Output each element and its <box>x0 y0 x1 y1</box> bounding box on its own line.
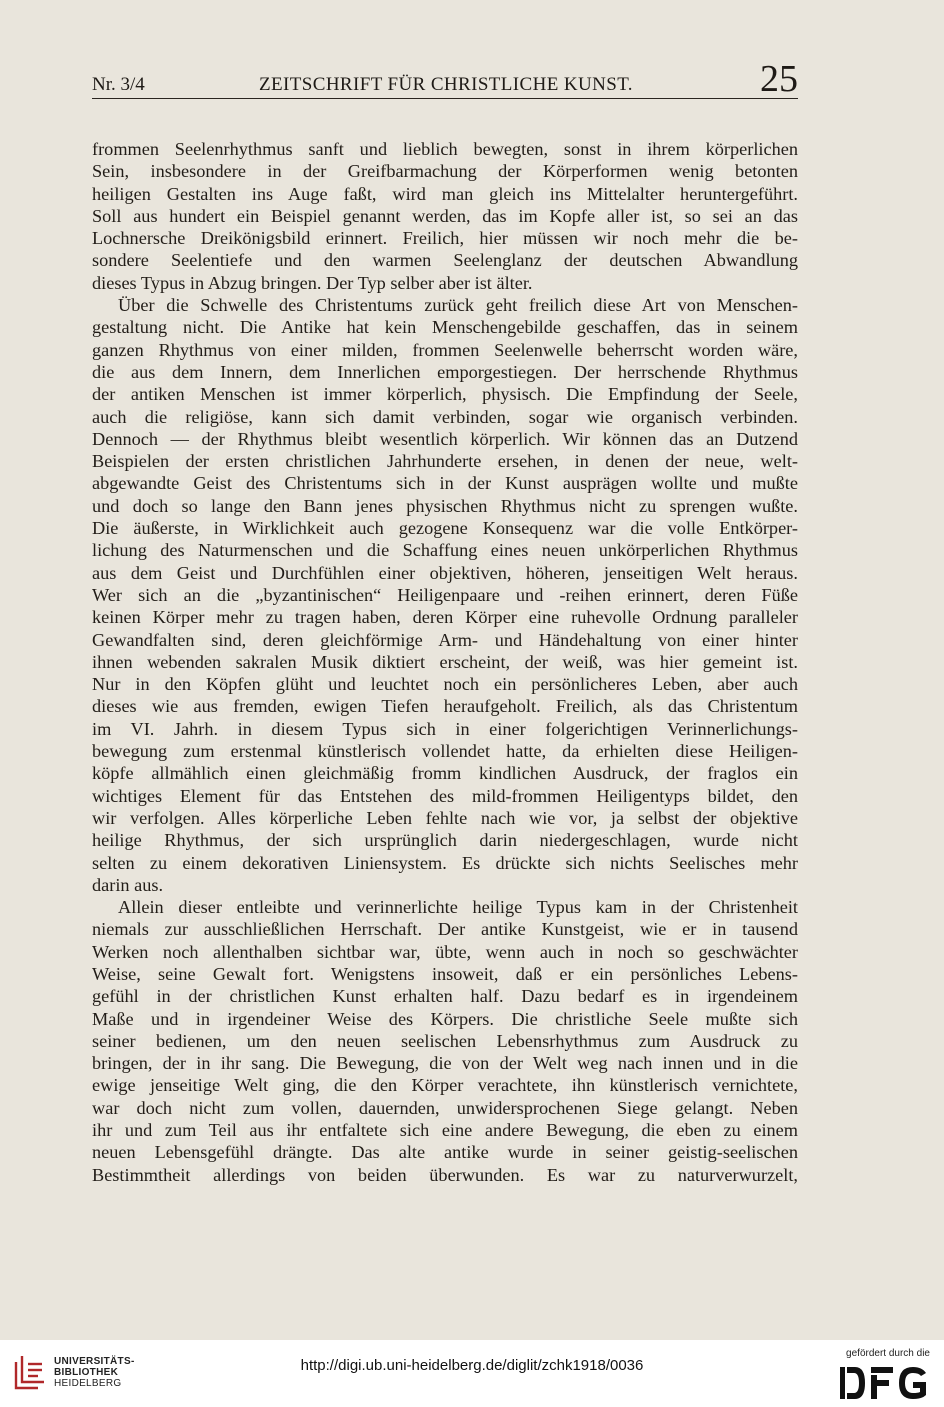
dfg-logo-icon <box>838 1363 930 1403</box>
text-line: ihnen webenden sakralen Musik diktiert erscheint, der weiß, was hier gemeint ist. <box>92 651 798 672</box>
text-line: darin aus. <box>92 874 164 895</box>
text-line: aus dem Geist und Durchfühlen einer objektiven, höheren, jenseitigen Welt heraus. <box>92 562 798 583</box>
journal-title: ZEITSCHRIFT FÜR CHRISTLICHE KUNST. <box>259 74 633 95</box>
text-line: ihr und zum Teil aus ihr entfaltete sich eine andere Bewegung, die eben zu einem <box>92 1120 798 1141</box>
text-line: war doch nicht zum vollen, dauernden, unwidersprochenen Siege gelangt. Neben <box>92 1097 798 1118</box>
library-name-line: BIBLIOTHEK <box>54 1367 119 1378</box>
text-line: gestaltung nicht. Die Antike hat kein Menschengebilde geschaffen, das in seinem <box>92 317 798 338</box>
text-line: die aus dem Innern, dem Innerlichen emporgestiegen. Der herrschende Rhythmus <box>92 361 798 382</box>
page-number: 25 <box>760 58 798 100</box>
library-name-line: UNIVERSITÄTS- <box>54 1356 135 1367</box>
text-line: Nur in den Köpfen glüht und leuchtet noch ein persönlicheres Leben, aber auch <box>92 674 798 695</box>
body-text <box>92 138 798 1186</box>
text-line: Allein dieser entleibte und verinnerlichte heilige Typus kam in der Christenheit <box>118 897 798 918</box>
viewer-footer <box>0 1340 944 1407</box>
text-line: wichtiges Element für das Entstehen des mild-frommen Heiligentyps bildet, den <box>92 785 798 806</box>
library-name-line: HEIDELBERG <box>54 1378 122 1389</box>
text-line: ewige jenseitige Welt ging, die den Körper verachtete, ihn künstlerisch vernichtete, <box>92 1075 798 1096</box>
text-line: seiner bedienen, um den neuen seelischen Lebensrhythmus zum Ausdruck zu <box>92 1030 798 1051</box>
text-line: Die äußerste, in Wirklichkeit auch gezogene Konsequenz war die volle Entkörper- <box>92 518 798 539</box>
text-line: köpfe allmählich einen gleichmäßig fromm kindlichen Ausdruck, der fraglos ein <box>92 763 798 784</box>
text-line: keinen Körper mehr zu tragen haben, deren Körper eine ruhevolle Ordnung paralleler <box>92 607 798 628</box>
text-line: im VI. Jahrh. in diesem Typus sich in einer folgerichtigen Verinnerlichungs- <box>92 718 798 739</box>
text-line: Dennoch — der Rhythmus bleibt wesentlich körperlich. Wir können das an Dutzend <box>92 428 798 449</box>
text-line: auch die religiöse, kann sich damit verbinden, sogar wie organisch verbinden. <box>92 406 798 427</box>
text-line: ganzen Rhythmus von einer milden, frommen Seelenwelle beherrscht worden wäre, <box>92 339 798 360</box>
issue-number: Nr. 3/4 <box>92 74 145 95</box>
text-line: bewegung zum erstenmal künstlerisch vollendet hatte, da erhielten diese Heiligen- <box>92 741 798 762</box>
text-line: der antiken Menschen ist immer körperlich, physisch. Die Empfindung der Seele, <box>92 384 798 405</box>
text-line: Gewandfalten sind, deren gleichförmige Arm- und Händehaltung von einer hinter <box>92 629 798 650</box>
running-head <box>92 58 800 100</box>
text-line: Weise, seine Gewalt fort. Wenigstens insoweit, daß er ein persönliches Lebens- <box>92 963 798 984</box>
text-line: frommen Seelenrhythmus sanft und lieblich bewegten, sonst in ihrem körperlichen <box>92 139 798 159</box>
text-line: lichung des Naturmenschen und die Schaffung eines neuen unkörperlichen Rhythmus <box>92 540 798 561</box>
text-line: Über die Schwelle des Christentums zurück geht freilich diese Art von Menschen- <box>118 295 798 316</box>
text-line: Bestimmtheit allerdings von beiden überwunden. Es war zu naturverwurzelt, <box>92 1164 798 1185</box>
text-line: wir verfolgen. Alles körperliche Leben fehlte nach wie vor, ja selbst der objektive <box>92 807 798 828</box>
text-line: heilige Rhythmus, der sich ursprünglich darin niedergeschlagen, wurde nicht <box>92 830 798 851</box>
text-line: bringen, der in ihr sang. Die Bewegung, die von der Welt weg nach innen und in die <box>92 1053 798 1074</box>
permalink-url[interactable]: http://digi.ub.uni-heidelberg.de/diglit/zchk1918/0036 <box>300 1357 644 1374</box>
text-line: Lochnersche Dreikönigsbild erinnert. Freilich, hier müssen wir noch mehr die be- <box>92 228 798 249</box>
text-line: Beispielen der ersten christlichen Jahrhunderte ersehen, in denen der neue, welt- <box>92 451 798 472</box>
text-line: Sein, insbesondere in der Greifbarmachung der Körperformen wenig betonten <box>92 161 798 182</box>
text-line: heiligen Gestalten ins Auge faßt, wird man gleich ins Mittelalter heruntergeführt. <box>92 183 798 204</box>
text-line: niemals zur ausschließlichen Herrschaft. Der antike Kunstgeist, wie er in tausend <box>92 919 798 940</box>
text-line: neuen Lebensgefühl drängte. Das alte antike wurde in seiner geistig-seelischen <box>92 1142 798 1163</box>
text-line: Soll aus hundert ein Beispiel genannt werden, das im Kopfe aller ist, so sei an das <box>92 205 798 226</box>
text-line: selten zu einem dekorativen Liniensystem. Es drückte sich nichts Seelisches mehr <box>92 852 798 873</box>
text-line: gefühl in der christlichen Kunst erhalten half. Dazu bedarf es in irgendeinem <box>92 986 798 1007</box>
text-line: dieses wie aus fremden, ewigen Tiefen heraufgeholt. Freilich, als das Christentum <box>92 696 798 717</box>
header-rule <box>92 98 798 99</box>
sponsor-caption: gefördert durch die <box>846 1348 930 1359</box>
text-line: Wer sich an die „byzantinischen“ Heiligenpaare und -reihen erinnert, deren Füße <box>92 584 798 605</box>
text-line: dieses Typus in Abzug bringen. Der Typ selber aber ist älter. <box>92 272 533 293</box>
text-line: abgewandte Geist des Christentums sich in der Kunst ausprägen wollte und mußte <box>92 473 798 494</box>
text-line: Maße und in irgendeiner Weise des Körpers. Die christliche Seele mußte sich <box>92 1008 798 1029</box>
text-line: Werken noch allenthalben sichtbar war, übte, wenn auch in noch so geschwächter <box>92 941 798 962</box>
text-line: und doch so lange den Bann jenes physischen Rhythmus nicht zu sprengen wußte. <box>92 495 798 516</box>
text-line: sondere Seelentiefe und den warmen Seelenglanz der deutschen Abwandlung <box>92 250 798 271</box>
